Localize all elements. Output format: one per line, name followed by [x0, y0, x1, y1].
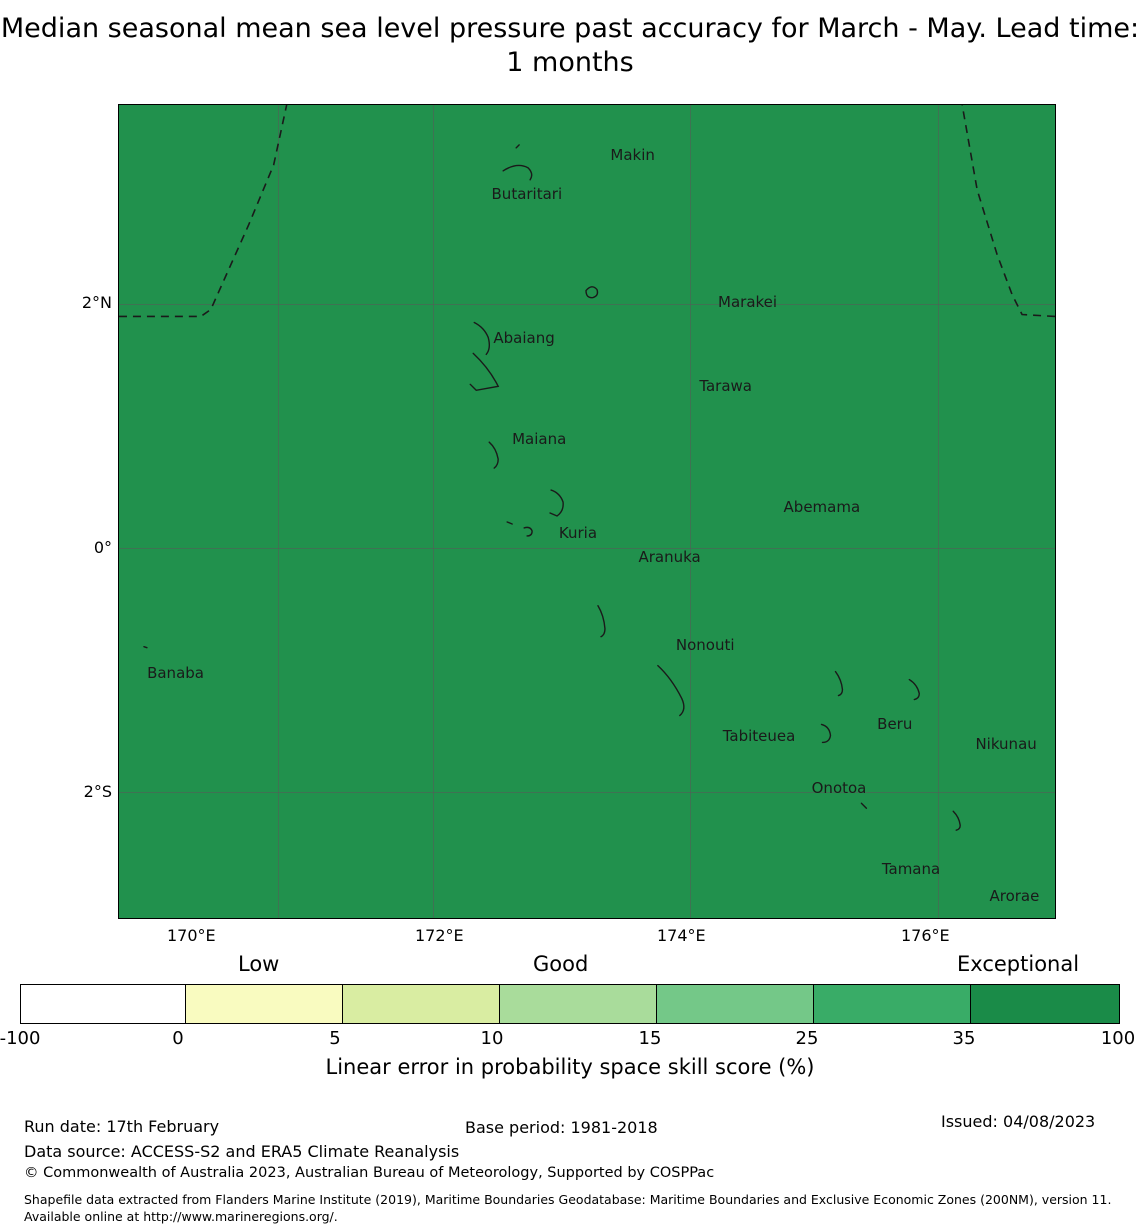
gridline-vertical	[938, 105, 939, 918]
colorbar-tick-label: 25	[795, 1028, 819, 1049]
island-label-marakei: Marakei	[718, 292, 778, 311]
colorbar-caption-low: Low	[238, 952, 280, 976]
colorbar-segment	[21, 985, 186, 1023]
island-label-onotoa: Onotoa	[811, 778, 867, 797]
island-label-abaiang: Abaiang	[493, 328, 555, 347]
island-label-maiana: Maiana	[512, 430, 567, 449]
colorbar-tick-label: 35	[952, 1028, 976, 1049]
colorbar-tick-label: 5	[329, 1028, 341, 1049]
x-tick-label: 170°E	[167, 926, 216, 945]
island-label-tabiteuea: Tabiteuea	[722, 726, 796, 745]
colorbar-tick-label: 100	[1100, 1028, 1136, 1049]
map-panel	[118, 104, 1056, 919]
island-label-nonouti: Nonouti	[675, 635, 735, 654]
page-title: Median seasonal mean sea level pressure past accuracy for March - May. Lead time: 1 months	[0, 13, 1140, 78]
island-label-aranuka: Aranuka	[638, 548, 701, 567]
colorbar	[20, 984, 1120, 1024]
footer-data-source: Data source: ACCESS-S2 and ERA5 Climate Reanalysis	[24, 1142, 460, 1161]
colorbar-tick-label: 10	[480, 1028, 504, 1049]
island-outlines	[119, 105, 1055, 918]
colorbar-segment	[500, 985, 657, 1023]
island-label-banaba: Banaba	[147, 664, 204, 683]
footer-base-period: Base period: 1981-2018	[465, 1118, 658, 1137]
colorbar-segment	[971, 985, 1119, 1023]
gridline-horizontal	[119, 792, 1055, 793]
island-label-butaritari: Butaritari	[491, 185, 563, 204]
colorbar-segment	[343, 985, 500, 1023]
colorbar-segment	[814, 985, 971, 1023]
colorbar-caption-good: Good	[533, 952, 589, 976]
gridline-vertical	[278, 105, 279, 918]
x-tick-label: 172°E	[415, 926, 464, 945]
colorbar-caption-exceptional: Exceptional	[957, 952, 1080, 976]
gridline-vertical	[690, 105, 691, 918]
y-tick-label: 0°	[93, 538, 112, 557]
y-tick-label: 2°S	[83, 782, 112, 801]
colorbar-tick-label: -100	[0, 1028, 41, 1049]
island-label-tamana: Tamana	[881, 860, 941, 879]
gridline-vertical	[433, 105, 434, 918]
colorbar-tick-label: 15	[638, 1028, 662, 1049]
footer-issued: Issued: 04/08/2023	[941, 1112, 1096, 1131]
colorbar-tick-label: 0	[172, 1028, 184, 1049]
gridline-horizontal	[119, 548, 1055, 549]
colorbar-axis-label: Linear error in probability space skill score (%)	[325, 1055, 815, 1079]
eez-boundary	[119, 105, 1055, 918]
island-label-abemama: Abemama	[783, 497, 861, 516]
colorbar-segment	[186, 985, 343, 1023]
colorbar-segment	[657, 985, 814, 1023]
island-label-makin: Makin	[610, 145, 655, 164]
island-label-beru: Beru	[877, 714, 913, 733]
footer-run-date: Run date: 17th February	[24, 1117, 220, 1136]
island-label-nikunau: Nikunau	[975, 735, 1037, 754]
y-tick-label: 2°N	[81, 293, 112, 312]
gridline-horizontal	[119, 304, 1055, 305]
island-label-kuria: Kuria	[558, 523, 598, 542]
footer-copyright: © Commonwealth of Australia 2023, Australian Bureau of Meteorology, Supported by COSPPac	[24, 1165, 715, 1181]
island-label-arorae: Arorae	[989, 887, 1040, 906]
x-tick-label: 176°E	[901, 926, 950, 945]
island-label-tarawa: Tarawa	[699, 377, 753, 396]
footer-shapefile-note: Shapefile data extracted from Flanders Marine Institute (2019), Maritime Boundaries Geodatabase: Maritime Boundaries and Exclusive Economic Zones (200NM), version 11. Available online at http://www.marineregions.org/.	[24, 1192, 1112, 1224]
x-tick-label: 174°E	[657, 926, 706, 945]
